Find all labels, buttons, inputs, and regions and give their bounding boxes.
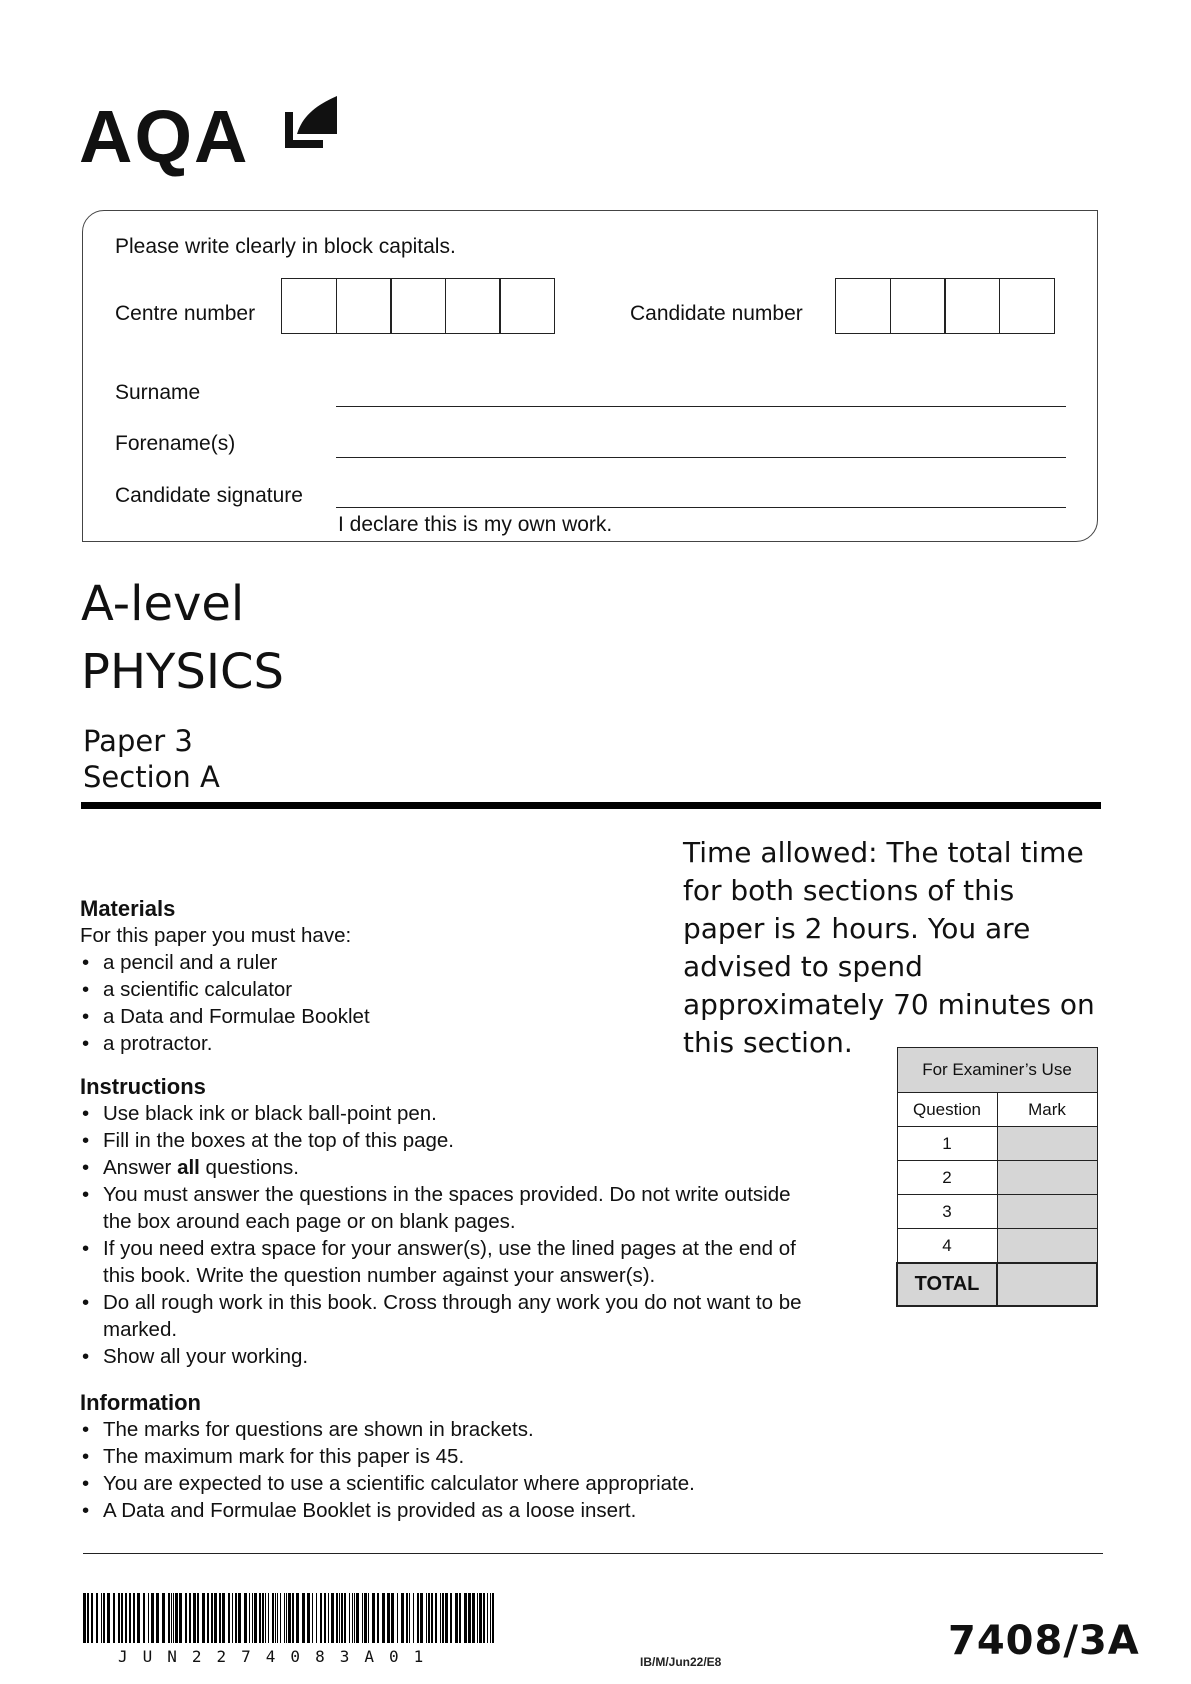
title-divider [81, 802, 1101, 809]
barcode-bar [96, 1593, 98, 1643]
barcode-bar [133, 1593, 135, 1643]
barcode-bar [232, 1593, 233, 1643]
total-label: TOTAL [897, 1263, 997, 1306]
candidate-digit-box[interactable] [835, 278, 891, 334]
centre-digit-box[interactable] [499, 278, 555, 334]
barcode-bar [492, 1593, 494, 1643]
barcode-bar [286, 1593, 287, 1643]
barcode-bar [397, 1593, 398, 1643]
barcode-bar [450, 1593, 452, 1643]
information-heading: Information [80, 1390, 201, 1415]
forename-field[interactable] [336, 457, 1066, 458]
barcode-bar [143, 1593, 145, 1643]
barcode-bar [490, 1593, 491, 1643]
barcode-bar [339, 1593, 340, 1643]
barcode-bar [431, 1593, 433, 1643]
barcode-bar [312, 1593, 313, 1643]
candidate-number-label: Candidate number [630, 302, 803, 325]
subject-title: PHYSICS [81, 644, 284, 700]
barcode-bar [175, 1593, 178, 1643]
table-row [897, 1263, 1097, 1306]
list-item: • A Data and Formulae Booklet is provided as a loose insert. [80, 1497, 840, 1524]
candidate-digit-box[interactable] [999, 278, 1055, 334]
mark-cell [997, 1127, 1097, 1161]
barcode-bar [235, 1593, 237, 1643]
mark-column-header: Mark [997, 1093, 1097, 1127]
list-item: • Fill in the boxes at the top of this page. [80, 1127, 820, 1154]
instructions-heading: Instructions [80, 1074, 206, 1099]
barcode-bar [185, 1593, 187, 1643]
barcode-bar [280, 1593, 281, 1643]
list-item: • The maximum mark for this paper is 45. [80, 1443, 840, 1470]
barcode-bar [259, 1593, 261, 1643]
barcode-bar [151, 1593, 154, 1643]
instructions-list [80, 1100, 820, 1370]
list-item: • Do all rough work in this book. Cross through any work you do not want to be marked. [80, 1289, 820, 1343]
barcode-bar [483, 1593, 485, 1643]
signature-label: Candidate signature [115, 484, 303, 507]
barcode-bar [87, 1593, 89, 1643]
barcode-bar [477, 1593, 478, 1643]
information-section [80, 1390, 840, 1524]
table-row [897, 1127, 1097, 1161]
list-item: • a protractor. [80, 1030, 840, 1057]
total-mark-cell [997, 1263, 1097, 1306]
barcode-bar [262, 1593, 264, 1643]
signature-field[interactable] [336, 507, 1066, 508]
barcode-bar [207, 1593, 209, 1643]
barcode-icon [83, 1593, 498, 1643]
barcode-bar [401, 1593, 404, 1643]
materials-section [80, 896, 840, 1057]
barcode-bar [254, 1593, 257, 1643]
list-item: • a pencil and a ruler [80, 949, 840, 976]
centre-digit-box[interactable] [281, 278, 337, 334]
barcode-bar [442, 1593, 444, 1643]
barcode-bar [316, 1593, 317, 1643]
barcode-bar [168, 1593, 170, 1643]
mark-cell [997, 1161, 1097, 1195]
barcode-bar [268, 1593, 269, 1643]
section-name: Section A [83, 760, 220, 794]
barcode-bar [171, 1593, 172, 1643]
examiner-table-title: For Examiner’s Use [897, 1048, 1097, 1093]
question-number: 3 [897, 1195, 997, 1229]
forename-label: Forename(s) [115, 432, 236, 455]
barcode-bar [354, 1593, 355, 1643]
qualification-level: A-level [81, 576, 245, 632]
question-number: 1 [897, 1127, 997, 1161]
candidate-digit-box[interactable] [944, 278, 1000, 334]
barcode-bar [435, 1593, 437, 1643]
barcode-bar [468, 1593, 471, 1643]
materials-intro: For this paper you must have: [80, 924, 352, 947]
barcode-bar [103, 1593, 105, 1643]
barcode-bar [445, 1593, 448, 1643]
barcode-bar [91, 1593, 93, 1643]
question-number: 4 [897, 1229, 997, 1264]
paper-reference: IB/M/Jun22/E8 [640, 1655, 722, 1669]
barcode-bar [420, 1593, 423, 1643]
barcode-bar [219, 1593, 221, 1643]
barcode-bar [129, 1593, 131, 1643]
centre-number-boxes[interactable] [281, 278, 555, 334]
barcode-bar [202, 1593, 205, 1643]
barcode-bar [272, 1593, 274, 1643]
question-column-header: Question [897, 1093, 997, 1127]
table-row [897, 1195, 1097, 1229]
barcode-bar [296, 1593, 299, 1643]
barcode-bar [101, 1593, 102, 1643]
surname-field[interactable] [336, 406, 1066, 407]
footer-divider [83, 1553, 1103, 1554]
barcode-bar [238, 1593, 241, 1643]
barcode-bar [193, 1593, 196, 1643]
barcode-bar [377, 1593, 379, 1643]
barcode-bar [426, 1593, 427, 1643]
barcode-bar [275, 1593, 276, 1643]
barcode-bar [331, 1593, 334, 1643]
block-capitals-instruction: Please write clearly in block capitals. [115, 235, 456, 258]
list-item: • a Data and Formulae Booklet [80, 1003, 840, 1030]
list-item: • You are expected to use a scientific calculator where appropriate. [80, 1470, 840, 1497]
barcode-bar [211, 1593, 213, 1643]
barcode-bar [487, 1593, 488, 1643]
barcode-bar [148, 1593, 149, 1643]
barcode-text: JUN2274083A01 [118, 1647, 439, 1666]
paper-code: 7408/3A [948, 1618, 1140, 1664]
barcode-bar [472, 1593, 475, 1643]
barcode-bar [341, 1593, 343, 1643]
candidate-digit-box[interactable] [890, 278, 946, 334]
information-list [80, 1416, 840, 1524]
centre-digit-box[interactable] [336, 278, 392, 334]
surname-label: Surname [115, 381, 201, 404]
list-item: • The marks for questions are shown in brackets. [80, 1416, 840, 1443]
barcode-bar [252, 1593, 253, 1643]
barcode-bar [118, 1593, 120, 1643]
examiner-use-table [896, 1047, 1098, 1307]
barcode-bar [417, 1593, 419, 1643]
barcode-bar [121, 1593, 123, 1643]
barcode-bar [179, 1593, 182, 1643]
barcode-bar [265, 1593, 266, 1643]
table-row [897, 1161, 1097, 1195]
time-allowed: Time allowed: The total time for both sections of this paper is 2 hours. You are advised to spend approximately 70 minutes on this section. [683, 836, 1095, 1059]
barcode-bar [362, 1593, 363, 1643]
barcode-bar [173, 1593, 174, 1643]
mark-cell [997, 1195, 1097, 1229]
barcode-bar [352, 1593, 353, 1643]
list-item: • You must answer the questions in the spaces provided. Do not write outside the box around each page or on blank pages. [80, 1181, 820, 1235]
barcode-bar [349, 1593, 350, 1643]
barcode-bar [83, 1593, 86, 1643]
list-item: • If you need extra space for your answer(s), use the lined pages at the end of this book. Write the question number against your answer(s). [80, 1235, 820, 1289]
barcode-bar [189, 1593, 191, 1643]
barcode-bar [413, 1593, 414, 1643]
declaration-text: I declare this is my own work. [338, 513, 613, 536]
barcode-bar [364, 1593, 367, 1643]
centre-digit-box[interactable] [445, 278, 501, 334]
mark-cell [997, 1229, 1097, 1264]
materials-heading: Materials [80, 896, 176, 921]
barcode-bar [137, 1593, 140, 1643]
question-number: 2 [897, 1161, 997, 1195]
barcode-bar [459, 1593, 461, 1643]
instructions-section [80, 1074, 820, 1370]
barcode-bar [372, 1593, 375, 1643]
barcode-bar [228, 1593, 230, 1643]
barcode-bar [324, 1593, 326, 1643]
table-row [897, 1229, 1097, 1264]
barcode-bar [113, 1593, 115, 1643]
aqa-logo: AQA [79, 95, 250, 178]
barcode-bar [307, 1593, 310, 1643]
barcode-bar [162, 1593, 165, 1643]
barcode-bar [284, 1593, 285, 1643]
barcode-bar [288, 1593, 291, 1643]
centre-number-label: Centre number [115, 302, 256, 325]
aqa-logo-mark-icon [283, 94, 339, 150]
barcode-bar [464, 1593, 467, 1643]
paper-number: Paper 3 [83, 724, 193, 758]
list-item: • a scientific calculator [80, 976, 840, 1003]
barcode-bar [125, 1593, 127, 1643]
barcode-bar [368, 1593, 369, 1643]
barcode-bar [336, 1593, 338, 1643]
centre-digit-box[interactable] [390, 278, 446, 334]
barcode-bar [292, 1593, 294, 1643]
list-item: • Show all your working. [80, 1343, 820, 1370]
barcode-bar [440, 1593, 441, 1643]
barcode-bar [320, 1593, 322, 1643]
candidate-number-boxes[interactable] [835, 278, 1055, 334]
barcode-bar [406, 1593, 408, 1643]
barcode-bar [455, 1593, 458, 1643]
barcode-bar [197, 1593, 199, 1643]
barcode-bar [249, 1593, 250, 1643]
list-item: • Use black ink or black ball-point pen. [80, 1100, 820, 1127]
barcode-bar [344, 1593, 346, 1643]
barcode-bar [222, 1593, 225, 1643]
barcode-bar [277, 1593, 278, 1643]
barcode-bar [382, 1593, 385, 1643]
list-item: • Answer all questions. [80, 1154, 820, 1181]
barcode-bar [156, 1593, 159, 1643]
barcode-bar [244, 1593, 247, 1643]
barcode-bar [107, 1593, 110, 1643]
barcode-bar [479, 1593, 482, 1643]
barcode-bar [214, 1593, 217, 1643]
barcode-bar [428, 1593, 430, 1643]
barcode-bar [328, 1593, 329, 1643]
barcode-bar [387, 1593, 390, 1643]
barcode-bar [302, 1593, 305, 1643]
materials-list [80, 949, 840, 1057]
barcode-bar [409, 1593, 410, 1643]
barcode-bar [356, 1593, 359, 1643]
barcode-bar [391, 1593, 394, 1643]
